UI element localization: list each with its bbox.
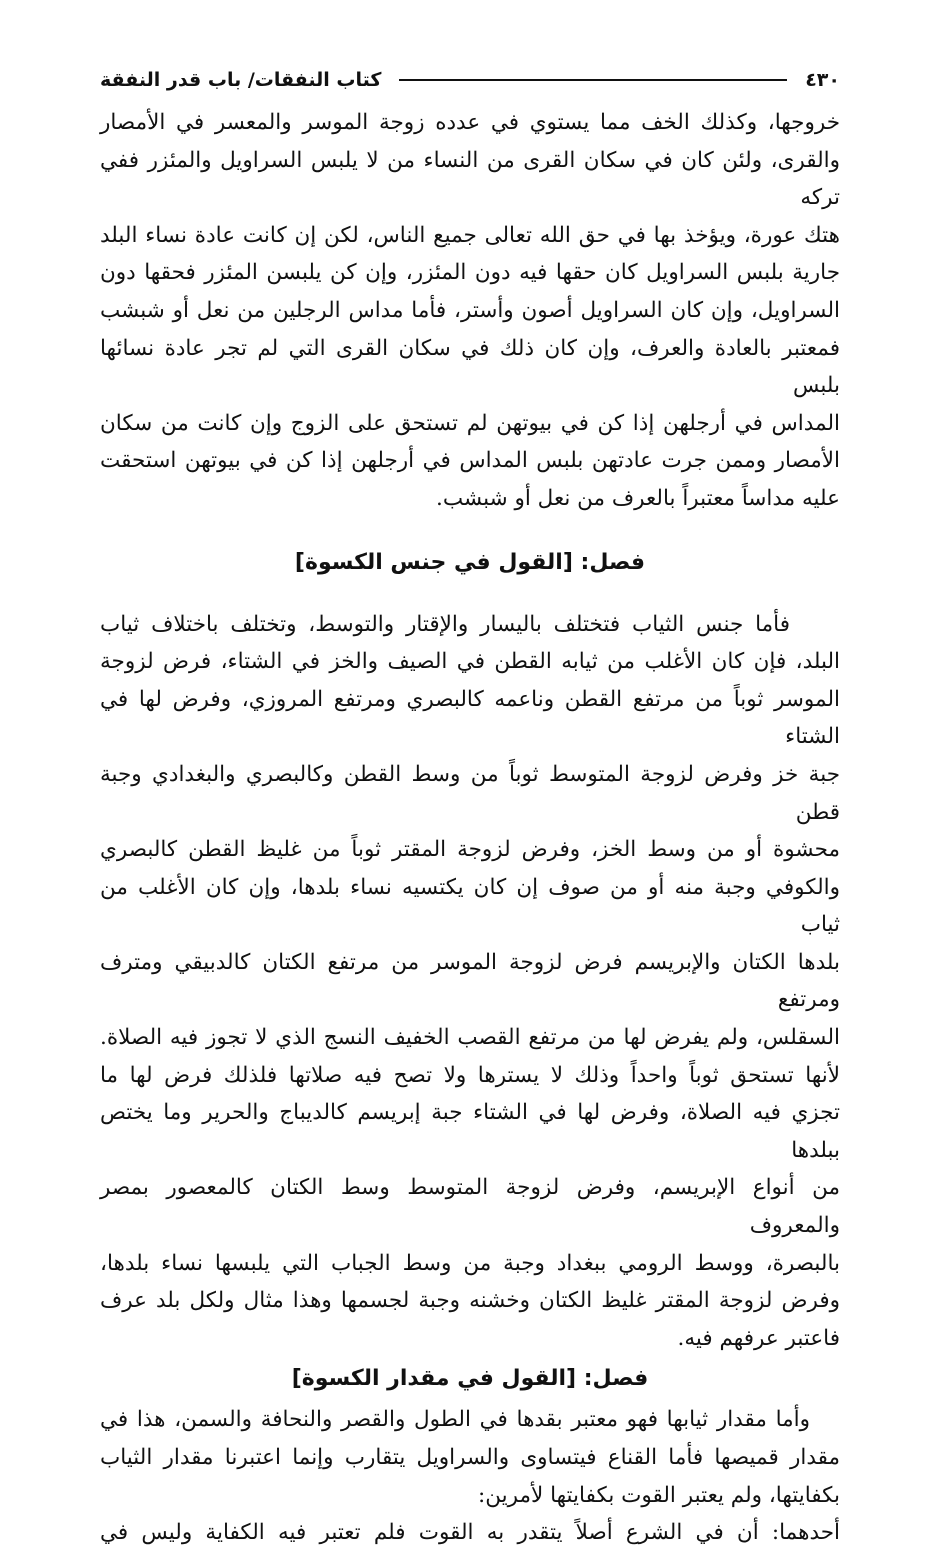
running-title: كتاب النفقات/ باب قدر النفقة xyxy=(100,69,382,91)
book-page xyxy=(100,62,840,1552)
text-line: جبة خز وفرض لزوجة المتوسط ثوباً من وسط القطن وكالبصري والبغدادي وجبة قطن xyxy=(100,761,840,825)
text-line: السراويل، وإن كان السراويل أصون وأستر، فأما مداس الرجلين من نعل أو شبشب xyxy=(100,297,840,323)
text-line: وفرض لزوجة المقتر غليظ الكتان وخشنه وجبة لجسمها وهذا مثال ولكل بلد عرف xyxy=(100,1288,840,1314)
text-line: والقرى، ولئن كان في سكان القرى من النساء من لا يلبس السراويل والمئزر ففي تركه xyxy=(100,147,840,211)
text-line: بالبصرة، ووسط الرومي ببغداد وجبة من وسط الجباب التي يلبسها نساء بلدها، xyxy=(100,1250,840,1276)
text-line: السقلس، ولم يفرض لها من مرتفع القصب الخفيف النسج الذي لا تجوز فيه الصلاة. xyxy=(100,1025,840,1051)
page-number: ٤٣٠ xyxy=(805,69,840,91)
text-line: فأما جنس الثياب فتختلف باليسار والإقتار والتوسط، وتختلف باختلاف ثياب xyxy=(100,611,790,637)
text-line: وأما مقدار ثيابها فهو معتبر بقدها في الطول والقصر والنحافة والسمن، هذا في xyxy=(100,1407,810,1433)
text-line: جارية بلبس السراويل كان حقها فيه دون المئزر، وإن كن يلبسن المئزر فحقها دون xyxy=(100,260,840,286)
text-line: خروجها، وكذلك الخف مما يستوي في عدده زوجة الموسر والمعسر في الأمصار xyxy=(100,110,840,135)
text-line: مقدار قميصها فأما القناع فيتساوى والسراويل يتقارب وإنما اعتبرنا مقدار الثياب xyxy=(100,1445,840,1470)
text-line: لأنها تستحق ثوباً واحداً وذلك لا يسترها ولا تصح فيه صلاتها فلذلك فرض لها ما xyxy=(100,1062,840,1088)
paragraph-clothing-type xyxy=(100,606,840,1358)
text-line: فاعتبر عرفهم فيه. xyxy=(677,1325,840,1351)
text-line: عليه مداساً معتبراً بالعرف من نعل أو شبشب. xyxy=(436,485,840,511)
text-line: الموسر ثوباً من مرتفع القطن وناعمه كالبصري ومرتفع المروزي، وفرض لها في الشتاء xyxy=(100,686,840,750)
text-line: هتك عورة، ويؤخذ بها في حق الله تعالى جميع الناس، لكن إن كانت عادة نساء البلد xyxy=(100,222,840,248)
text-line: تجزي فيه الصلاة، وفرض لها في الشتاء جبة إبريسم كالديباج والحرير وما يختص ببلدها xyxy=(100,1100,840,1163)
header-rule xyxy=(399,79,787,81)
text-line: بكفايتها، ولم يعتبر القوت بكفايتها لأمرين: xyxy=(478,1482,840,1508)
text-line: من أنواع الإبريسم، وفرض لزوجة المتوسط وسط الكتان كالمعصور بمصر والمعروف xyxy=(100,1175,840,1239)
text-line: بلدها الكتان والإبريسم فرض لزوجة الموسر من مرتفع الكتان كالدبيقي ومترف ومرتفع xyxy=(100,949,840,1013)
text-line: المداس في أرجلهن إذا كن في بيوتهن لم تستحق على الزوج وإن كانت من سكان xyxy=(100,410,840,436)
section-heading-clothing-amount: فصل: [القول في مقدار الكسوة] xyxy=(291,1366,649,1392)
text-line: والكوفي وجبة منه أو من صوف إن كان يكتسيه نساء بلدها، وإن كان الأغلب من ثياب xyxy=(100,874,840,938)
text-line: الأمصار وممن جرت عادتهن بلبس المداس في أرجلهن إذا كن في بيوتهن استحقت xyxy=(100,448,840,474)
paragraph-clothing-amount xyxy=(100,1401,840,1514)
text-line: أحدهما: أن في الشرع أصلاً يتقدر به القوت فلم تعتبر فيه الكفاية وليس في xyxy=(100,1520,840,1546)
section-heading-clothing-type: فصل: [القول في جنس الكسوة] xyxy=(294,549,646,575)
text-line: البلد، فإن كان الأغلب من ثيابه القطن في الصيف والخز في الشتاء، فرض لزوجة xyxy=(100,649,840,675)
text-line: محشوة أو من وسط الخز، وفرض لزوجة المقتر ثوباً من غليظ القطن كالبصري xyxy=(100,837,840,863)
page-header xyxy=(100,62,840,98)
paragraph-footwear xyxy=(100,104,840,518)
text-line: فمعتبر بالعادة والعرف، وإن كان ذلك في سكان القرى التي لم تجر عادة نسائها بلبس xyxy=(100,335,840,399)
paragraph-first-reason xyxy=(100,1514,840,1552)
